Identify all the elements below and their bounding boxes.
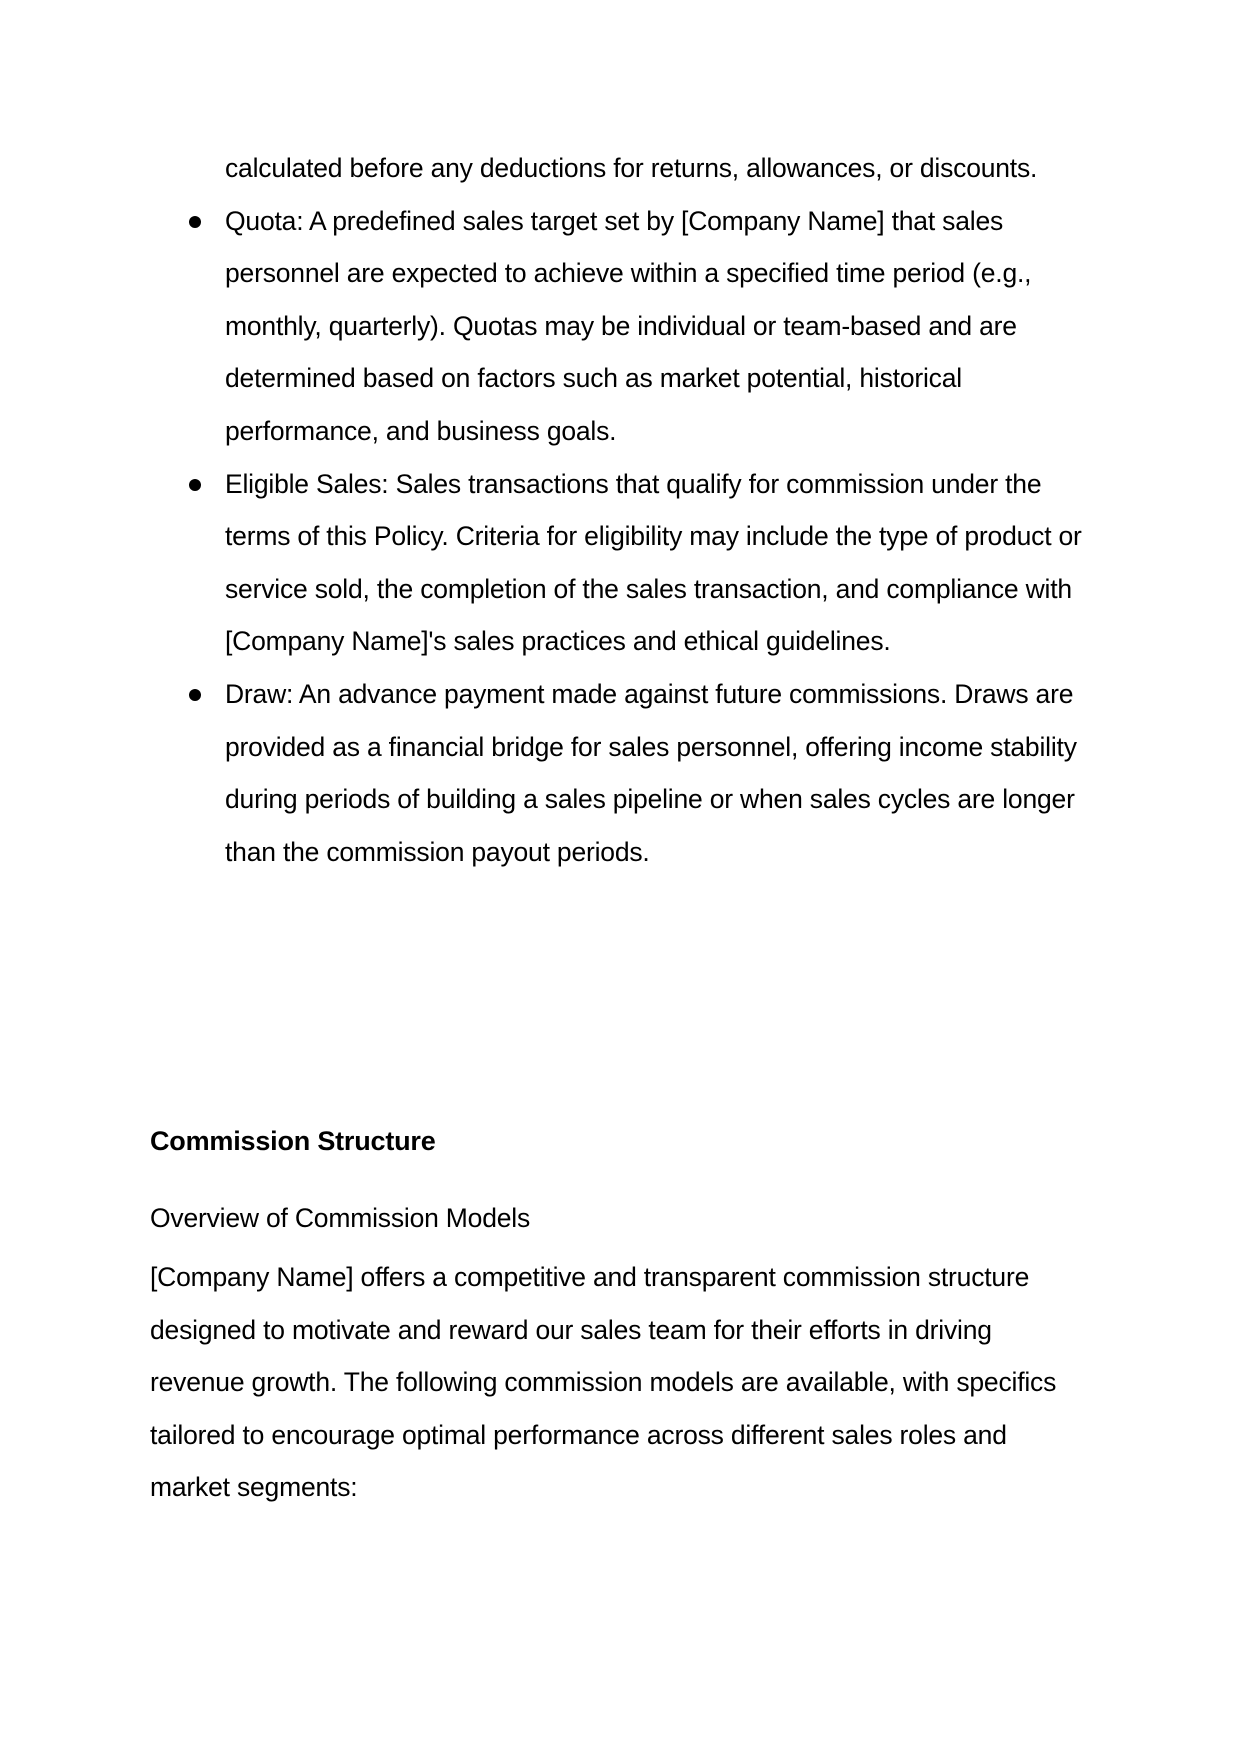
list-item <box>187 668 1097 878</box>
subsection-heading: Overview of Commission Models <box>150 1203 531 1233</box>
definition-draw-text: Draw: An advance payment made against future commissions. Draws are provided as a financial bridge for sales personnel, offering income stability during periods of building a sales pipeline or when sales cycles are longer than the commission payout periods. <box>225 678 1077 867</box>
definition-eligible-sales-text: Eligible Sales: Sales transactions that qualify for commission under the terms of this Policy. Criteria for eligibility may include the type of product or service sold, the completion of the sales transaction, and compliance with [Company Name]'s sales practices and ethical guidelines. <box>225 468 1082 657</box>
definitions-list-block <box>187 142 1097 878</box>
bullet-icon <box>189 689 201 701</box>
body-paragraph: [Company Name] offers a competitive and transparent commission structure designed to motivate and reward our sales team for their efforts in driving revenue growth. The following commission models are available, with specifics tailored to encourage optimal performance across different sales roles and market segments: <box>150 1262 1057 1503</box>
definitions-list <box>187 195 1097 879</box>
section-heading: Commission Structure <box>150 1126 436 1156</box>
definition-quota-text: Quota: A predefined sales target set by [Company Name] that sales personnel are expected to achieve within a specified time period (e.g., monthly, quarterly). Quotas may be individual or team-based and are determined based on factors such as market potential, historical performance, and business goals. <box>225 205 1032 446</box>
list-item <box>187 458 1097 668</box>
bullet-icon <box>189 479 201 491</box>
bullet-icon <box>189 216 201 228</box>
continued-definition-text: calculated before any deductions for returns, allowances, or discounts. <box>225 153 1038 183</box>
list-item <box>187 195 1097 458</box>
